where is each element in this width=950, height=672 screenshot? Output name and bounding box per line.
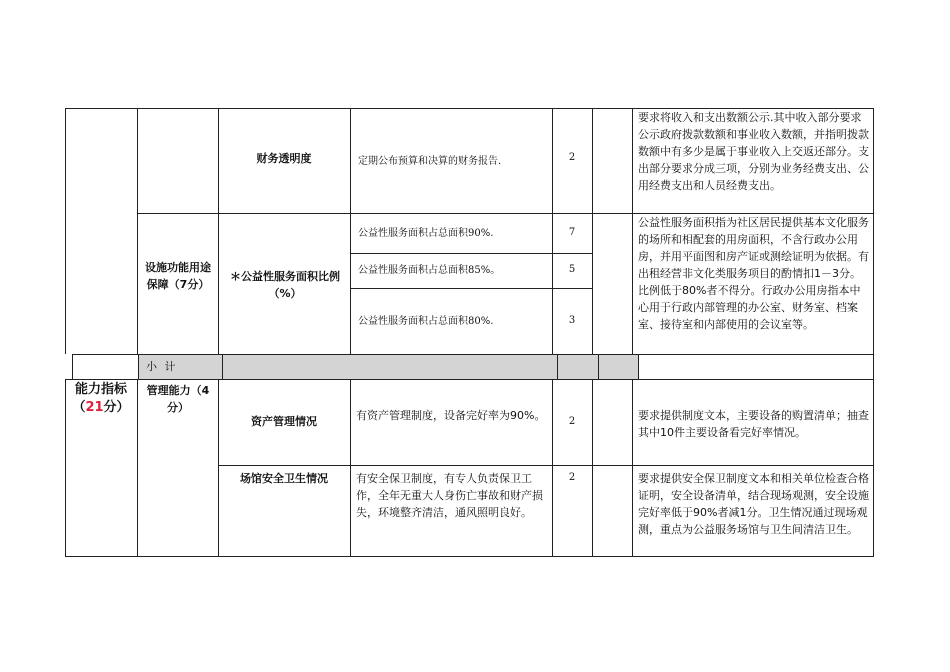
row-divider: [65, 379, 874, 380]
assets-note: 要求提供制度文本，主要设备的购置清单；抽查其中10件主要设备看完好率情况。: [638, 409, 869, 439]
facility-standard-85: 公益性服务面积占总面积85%。: [358, 265, 501, 276]
column-divider: [72, 354, 73, 379]
column-divider: [350, 379, 351, 556]
finance-note: 要求将收入和支出数额公示.其中收入部分要求公示政府拨款数额和事业收入数额，并指明拨款数额中有多少是属于事业收入上交返还部分。支出部分要求分成三项，分别为业务经费支出、公用经费支出和人员经费支出。: [638, 111, 869, 192]
assets-score: 2: [568, 416, 576, 427]
column-divider: [632, 379, 633, 556]
row-divider: [350, 288, 592, 289]
column-divider: [137, 108, 138, 354]
capability-indicator-title: 能力指标: [74, 382, 127, 397]
facility-score-90: 7: [568, 227, 576, 238]
capability-indicator-label: [68, 381, 134, 417]
finance-item-label: 财务透明度: [256, 152, 312, 165]
column-divider: [138, 354, 139, 379]
column-divider: [592, 379, 593, 556]
finance-score: 2: [568, 152, 576, 163]
column-divider: [632, 108, 633, 354]
row-divider: [218, 465, 874, 466]
column-divider: [222, 354, 223, 379]
assets-item-label: 资产管理情况: [251, 415, 317, 428]
finance-standard: 定期公布预算和决算的财务报告.: [358, 156, 502, 167]
row-divider: [72, 354, 874, 355]
facility-standard-80: 公益性服务面积占总面积80%.: [358, 316, 494, 327]
safety-standard: 有安全保卫制度，有专人负责保卫工作，全年无重大人身伤亡事故和财产损失，环境整齐清洁，通风照明良好。: [356, 472, 543, 519]
column-divider: [598, 354, 599, 379]
facility-category-label: 设施功能用途保障（7分）: [145, 261, 211, 291]
column-divider: [592, 108, 593, 354]
table-right-border: [873, 108, 874, 556]
row-divider: [350, 253, 592, 254]
subtotal-label: 小 计: [146, 360, 178, 373]
table-left-border: [65, 379, 66, 556]
safety-item-label: 场馆安全卫生情况: [240, 472, 328, 485]
capability-open-paren: （: [72, 400, 86, 415]
column-divider: [218, 108, 219, 354]
assets-standard: 有资产管理制度，设备完好率为90%。: [356, 409, 546, 422]
table-left-border: [65, 108, 66, 354]
column-divider: [638, 354, 639, 379]
facility-standard-90: 公益性服务面积占总面积90%.: [358, 228, 494, 239]
management-category-label: 管理能力（4分）: [146, 384, 210, 414]
table-bottom-border: [65, 556, 874, 557]
facility-score-85: 5: [568, 264, 576, 275]
facility-item-label: ＊公益性服务面积比例（%）: [230, 270, 340, 300]
safety-note: 要求提供安全保卫制度文本和相关单位检查合格证明，安全设备清单，结合现场观测，安全设施完好率低于90%者减1分。卫生情况通过现场观测，重点为公益服务场馆与卫生间清洁卫生。: [638, 472, 869, 536]
capability-points-suffix: 分）: [103, 400, 130, 415]
safety-score: 2: [568, 472, 576, 483]
column-divider: [137, 379, 138, 556]
column-divider: [350, 108, 351, 354]
column-divider: [552, 379, 553, 556]
facility-score-80: 3: [568, 315, 576, 326]
column-divider: [557, 354, 558, 379]
facility-note: 公益性服务面积指为社区居民提供基本文化服务的场所和相配套的用房面积，不含行政办公用房，并用平面图和房产证或测绘证明为依据。有出租经营非文化类服务项目的酌情扣1－3分。 比例低于80%者不得分。行政办公用房指本中心用于行政内部管理的办公室、财务室、档案室、接待室和内部使用的会议室等。: [638, 216, 869, 331]
column-divider: [218, 379, 219, 556]
capability-points: 21: [85, 400, 104, 415]
